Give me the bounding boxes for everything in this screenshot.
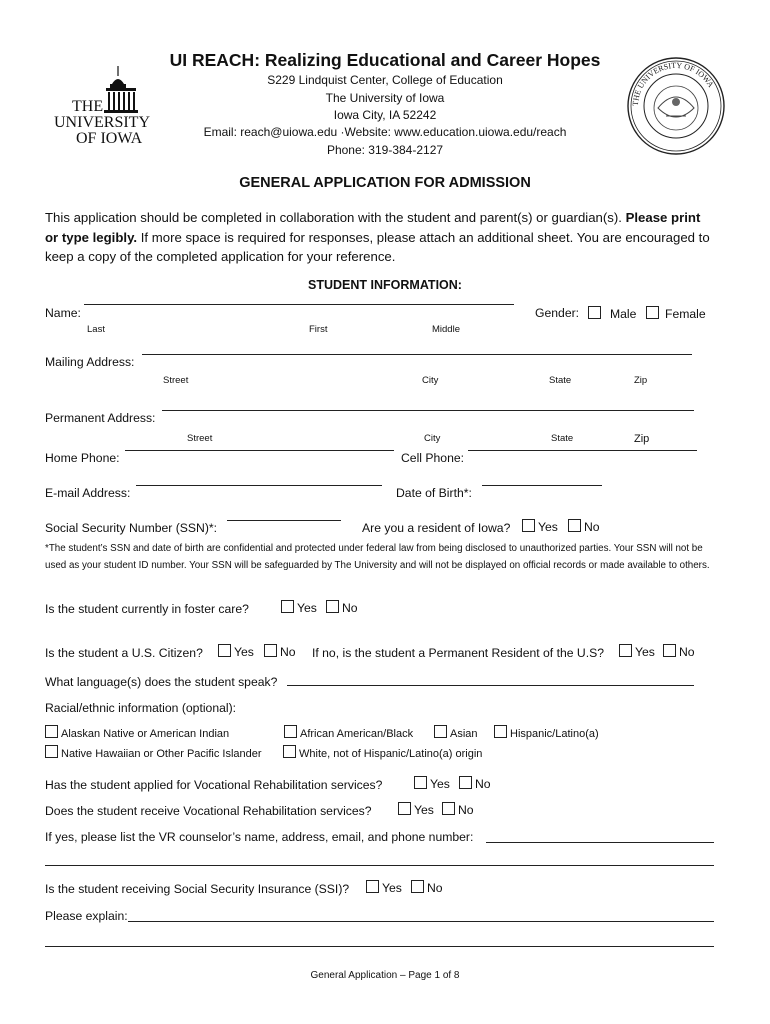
- phone-line: Phone: 319-384-2127: [326, 143, 444, 157]
- foster-no-checkbox[interactable]: [326, 600, 339, 613]
- address-line-3: Iowa City, IA 52242: [333, 108, 437, 122]
- foster-no-label: No: [342, 601, 358, 615]
- name-field[interactable]: [84, 304, 514, 305]
- mailing-field[interactable]: [142, 354, 692, 355]
- mailing-sub-zip: Zip: [634, 375, 648, 386]
- vr-applied-question: Has the student applied for Vocational Rehabilitation services?: [45, 778, 383, 792]
- vr-applied-no-checkbox[interactable]: [459, 776, 472, 789]
- citizen-yes[interactable]: [218, 644, 254, 659]
- name-sub-middle: Middle: [432, 324, 460, 335]
- ssn-footnote: *The student’s SSN and date of birth are confidential and protected under federal law from being disclosed to unauthorized parties. Your SSN will not be used as your student ID number. Your SSN will be safeguarded by The University and will not be displayed on official records or made available to others.: [45, 543, 710, 571]
- african-checkbox[interactable]: [284, 725, 297, 738]
- asian-checkbox[interactable]: [434, 725, 447, 738]
- asian-label: Asian: [450, 728, 478, 740]
- vr-receive-no-checkbox[interactable]: [442, 802, 455, 815]
- ethnic-option-hispanic[interactable]: [494, 725, 599, 740]
- gender-label: Gender:: [535, 306, 580, 320]
- logo-the: THE: [72, 98, 104, 115]
- male-label: Male: [610, 307, 637, 321]
- dob-field[interactable]: [482, 485, 602, 486]
- hawaiian-label: Native Hawaiian or Other Pacific Islander: [61, 748, 262, 760]
- permanent-sub-state: State: [551, 433, 574, 444]
- female-label: Female: [665, 307, 706, 321]
- resident-no-checkbox[interactable]: [568, 519, 581, 532]
- logo-of-iowa: OF IOWA: [76, 130, 143, 147]
- cell-phone-field[interactable]: [468, 450, 697, 451]
- permanent-sub-street: Street: [187, 433, 213, 444]
- old-capitol-icon: [102, 66, 146, 118]
- mailing-sub-street: Street: [163, 375, 189, 386]
- name-label: Name:: [45, 306, 81, 320]
- hawaiian-checkbox[interactable]: [45, 745, 58, 758]
- ssi-yes[interactable]: [366, 880, 402, 895]
- citizen-yes-checkbox[interactable]: [218, 644, 231, 657]
- name-sub-first: First: [309, 324, 328, 335]
- contact-line: Email: reach@uiowa.edu ·Website: www.education.uiowa.edu/reach: [203, 125, 567, 139]
- gender-male[interactable]: [588, 306, 636, 321]
- university-logo: [52, 66, 150, 150]
- ssi-question: Is the student receiving Social Security Insurance (SSI)?: [45, 882, 350, 896]
- citizen-no-checkbox[interactable]: [264, 644, 277, 657]
- ethnic-option-alaskan[interactable]: [45, 725, 229, 740]
- cell-phone-label: Cell Phone:: [401, 451, 465, 465]
- ssi-yes-label: Yes: [382, 881, 402, 895]
- mailing-label: Mailing Address:: [45, 355, 135, 369]
- intro-paragraph: [45, 208, 717, 267]
- perm-res-no-checkbox[interactable]: [663, 644, 676, 657]
- white-checkbox[interactable]: [283, 745, 296, 758]
- foster-question: Is the student currently in foster care?: [45, 602, 249, 616]
- foster-yes[interactable]: [281, 600, 317, 615]
- hispanic-label: Hispanic/Latino(a): [510, 728, 599, 740]
- email-label: E-mail Address:: [45, 486, 131, 500]
- ssn-field[interactable]: [227, 520, 341, 521]
- perm-res-no-label: No: [679, 645, 695, 659]
- university-seal: [626, 56, 726, 156]
- form-title: GENERAL APPLICATION FOR ADMISSION: [239, 175, 531, 191]
- male-checkbox[interactable]: [588, 306, 601, 319]
- vr-receive-question: Does the student receive Vocational Rehabilitation services?: [45, 804, 372, 818]
- address-line-1: S229 Lindquist Center, College of Education: [267, 73, 503, 87]
- page-footer: General Application – Page 1 of 8: [310, 970, 460, 981]
- perm-res-yes-label: Yes: [635, 645, 655, 659]
- address-line-2: The University of Iowa: [325, 91, 445, 105]
- intro-text-1: This application should be completed in collaboration with the student and parent(s) or guardian(s).: [45, 210, 622, 225]
- perm-res-yes[interactable]: [619, 644, 655, 659]
- female-checkbox[interactable]: [646, 306, 659, 319]
- permanent-sub-zip: Zip: [634, 433, 650, 445]
- vr-receive-yes-checkbox[interactable]: [398, 802, 411, 815]
- ssi-no-checkbox[interactable]: [411, 880, 424, 893]
- vr-applied-yes[interactable]: [414, 776, 450, 791]
- ethnic-option-hawaiian[interactable]: [45, 745, 262, 760]
- vr-receive-no[interactable]: [442, 802, 474, 817]
- vr-applied-yes-label: Yes: [430, 777, 450, 791]
- vr-receive-yes-label: Yes: [414, 803, 434, 817]
- home-phone-label: Home Phone:: [45, 451, 120, 465]
- mailing-sub-state: State: [549, 375, 572, 386]
- resident-yes-label: Yes: [538, 520, 558, 534]
- foster-yes-label: Yes: [297, 601, 317, 615]
- vr-receive-no-label: No: [458, 803, 474, 817]
- seal-text: THE UNIVERSITY OF IOWA: [630, 60, 716, 107]
- name-sub-last: Last: [87, 324, 105, 335]
- home-phone-field[interactable]: [125, 450, 394, 451]
- african-label: African American/Black: [300, 728, 414, 740]
- citizen-no[interactable]: [264, 644, 296, 659]
- hispanic-checkbox[interactable]: [494, 725, 507, 738]
- dob-label: Date of Birth*:: [396, 486, 472, 500]
- ssi-no[interactable]: [411, 880, 443, 895]
- vr-receive-yes[interactable]: [398, 802, 434, 817]
- page-title: UI REACH: Realizing Educational and Career Hopes: [169, 50, 601, 70]
- foster-no[interactable]: [326, 600, 358, 615]
- ssn-label: Social Security Number (SSN)*:: [45, 521, 218, 535]
- email-field[interactable]: [136, 485, 382, 486]
- resident-question: Are you a resident of Iowa?: [362, 521, 511, 535]
- perm-res-no[interactable]: [663, 644, 695, 659]
- white-label: White, not of Hispanic/Latino(a) origin: [299, 748, 483, 760]
- ethnic-option-asian[interactable]: [434, 725, 478, 740]
- vr-applied-yes-checkbox[interactable]: [414, 776, 427, 789]
- resident-yes-checkbox[interactable]: [522, 519, 535, 532]
- citizen-question: Is the student a U.S. Citizen?: [45, 646, 203, 660]
- permanent-sub-city: City: [424, 433, 441, 444]
- ethnic-label: Racial/ethnic information (optional):: [45, 701, 237, 715]
- mailing-sub-city: City: [422, 375, 439, 386]
- resident-no-label: No: [584, 520, 600, 534]
- foster-yes-checkbox[interactable]: [281, 600, 294, 613]
- explain-field-2[interactable]: [45, 946, 714, 947]
- explain-label: Please explain:: [45, 909, 128, 923]
- citizen-yes-label: Yes: [234, 645, 254, 659]
- ssi-yes-checkbox[interactable]: [366, 880, 379, 893]
- intro-bold: Please print or type legibly.: [45, 210, 701, 245]
- explain-field[interactable]: [128, 921, 714, 922]
- permanent-field[interactable]: [162, 410, 694, 411]
- intro-text-2: If more space is required for responses, please attach an additional sheet. You are encouraged to keep a copy of the completed application for your reference.: [45, 229, 710, 264]
- ethnic-option-white[interactable]: [283, 745, 482, 760]
- resident-no[interactable]: [568, 519, 600, 534]
- vr-applied-no[interactable]: [459, 776, 491, 791]
- language-field[interactable]: [287, 685, 694, 686]
- vr-counselor-label: If yes, please list the VR counselor’s name, address, email, and phone number:: [45, 830, 474, 844]
- logo-university: UNIVERSITY: [54, 114, 150, 131]
- section-title: STUDENT INFORMATION:: [308, 278, 462, 292]
- perm-res-yes-checkbox[interactable]: [619, 644, 632, 657]
- alaskan-label: Alaskan Native or American Indian: [61, 728, 230, 740]
- language-question: What language(s) does the student speak?: [45, 675, 278, 689]
- ssi-no-label: No: [427, 881, 443, 895]
- citizen-no-label: No: [280, 645, 296, 659]
- perm-res-question: If no, is the student a Permanent Resident of the U.S?: [312, 646, 604, 660]
- vr-applied-no-label: No: [475, 777, 491, 791]
- ethnic-option-african[interactable]: [284, 725, 413, 740]
- vr-counselor-field[interactable]: [486, 842, 714, 843]
- alaskan-checkbox[interactable]: [45, 725, 58, 738]
- permanent-label: Permanent Address:: [45, 411, 156, 425]
- resident-yes[interactable]: [522, 519, 558, 534]
- gender-female[interactable]: [646, 306, 706, 321]
- vr-counselor-field-2[interactable]: [45, 865, 714, 866]
